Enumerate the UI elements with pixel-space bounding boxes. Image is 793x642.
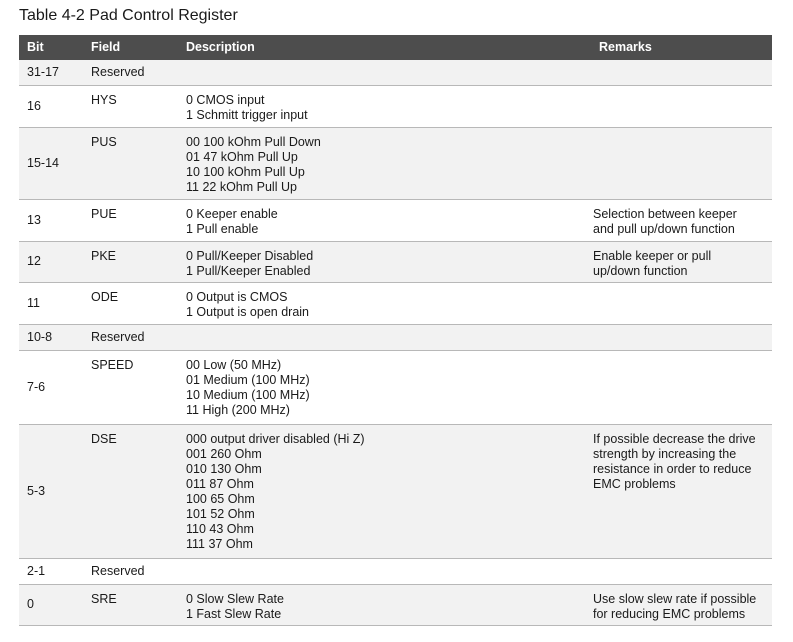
description-line: 1 Fast Slew Rate <box>186 606 282 621</box>
description-line: 10 Medium (100 MHz) <box>186 387 310 402</box>
description-line: 1 Output is open drain <box>186 304 309 319</box>
field-cell: Reserved <box>83 324 178 350</box>
table-row <box>19 199 772 241</box>
remarks-line: If possible decrease the drive <box>593 431 756 446</box>
description-line: 0 Pull/Keeper Disabled <box>186 248 314 263</box>
field-cell: SPEED <box>91 357 134 372</box>
pad-control-register-table <box>19 35 772 626</box>
table-header-row <box>19 35 772 60</box>
field-cell: ODE <box>91 289 119 304</box>
remarks-cell <box>585 324 772 350</box>
description-cell <box>178 241 585 282</box>
description-line: 111 37 Ohm <box>186 536 253 551</box>
field-cell: Reserved <box>83 60 178 85</box>
description-cell <box>178 424 585 558</box>
field-cell: PUS <box>83 127 178 199</box>
description-cell <box>178 558 585 584</box>
table-row <box>19 584 772 625</box>
description-line: 1 Pull/Keeper Enabled <box>186 263 311 278</box>
description-line: 1 Pull enable <box>186 221 259 236</box>
remarks-line: for reducing EMC problems <box>593 606 746 621</box>
table-title: Table 4-2 Pad Control Register <box>19 7 238 24</box>
description-line: 00 Low (50 MHz) <box>186 357 282 372</box>
header-bit: Bit <box>19 35 83 60</box>
bit-cell: 5-3 <box>19 424 83 558</box>
table-row <box>19 282 772 324</box>
description-line: 11 High (200 MHz) <box>186 402 290 417</box>
remarks-cell <box>585 424 772 558</box>
field-cell: DSE <box>83 424 178 558</box>
table-row <box>19 350 772 424</box>
remarks-line: Use slow slew rate if possible <box>593 591 757 606</box>
table-row <box>19 424 772 558</box>
description-cell <box>178 127 585 199</box>
header-description: Description <box>178 35 585 60</box>
description-line: 0 CMOS input <box>186 92 265 107</box>
description-line: 011 87 Ohm <box>186 476 254 491</box>
description-line: 100 65 Ohm <box>186 491 255 506</box>
description-line: 01 47 kOhm Pull Up <box>186 149 298 164</box>
description-line: 110 43 Ohm <box>186 521 254 536</box>
field-cell: PKE <box>83 241 178 282</box>
bit-cell: 11 <box>27 295 40 310</box>
description-line: 10 100 kOhm Pull Up <box>186 164 305 179</box>
description-line: 000 output driver disabled (Hi Z) <box>186 431 365 446</box>
remarks-line: Enable keeper or pull <box>593 248 712 263</box>
remarks-line: resistance in order to reduce <box>593 461 752 476</box>
bit-cell: 0 <box>19 584 83 625</box>
remarks-cell <box>585 60 772 85</box>
remarks-line: EMC problems <box>593 476 676 491</box>
description-cell <box>178 282 585 324</box>
description-line: 001 260 Ohm <box>186 446 262 461</box>
field-cell: Reserved <box>91 563 145 578</box>
remarks-line: and pull up/down function <box>593 221 735 236</box>
remarks-cell <box>585 584 772 625</box>
remarks-cell <box>585 282 772 324</box>
table-body <box>19 60 772 625</box>
description-line: 00 100 kOhm Pull Down <box>186 134 321 149</box>
remarks-line: strength by increasing the <box>593 446 737 461</box>
remarks-cell <box>585 241 772 282</box>
description-line: 101 52 Ohm <box>186 506 255 521</box>
description-cell <box>178 60 585 85</box>
description-cell <box>178 324 585 350</box>
description-line: 0 Slow Slew Rate <box>186 591 284 606</box>
remarks-cell <box>585 85 772 127</box>
description-cell <box>178 199 585 241</box>
remarks-cell <box>585 350 772 424</box>
description-line: 11 22 kOhm Pull Up <box>186 179 297 194</box>
table-row <box>19 85 772 127</box>
description-line: 1 Schmitt trigger input <box>186 107 308 122</box>
bit-cell: 15-14 <box>19 127 83 199</box>
bit-cell: 31-17 <box>19 60 83 85</box>
field-cell: SRE <box>83 584 178 625</box>
description-line: 0 Keeper enable <box>186 206 278 221</box>
description-line: 0 Output is CMOS <box>186 289 288 304</box>
bit-cell: 13 <box>27 212 41 227</box>
bit-cell: 7-6 <box>27 379 46 394</box>
remarks-line: Selection between keeper <box>593 206 737 221</box>
field-cell: HYS <box>91 92 117 107</box>
description-cell <box>178 85 585 127</box>
header-remarks: Remarks <box>585 35 772 60</box>
description-line: 01 Medium (100 MHz) <box>186 372 310 387</box>
description-line: 010 130 Ohm <box>186 461 262 476</box>
description-cell <box>178 584 585 625</box>
description-cell <box>178 350 585 424</box>
table-row <box>19 127 772 199</box>
table-row <box>19 60 772 85</box>
table-row <box>19 558 772 584</box>
bit-cell: 12 <box>19 241 83 282</box>
field-cell: PUE <box>91 206 117 221</box>
remarks-cell <box>585 199 772 241</box>
table-row <box>19 324 772 350</box>
remarks-cell <box>585 558 772 584</box>
bit-cell: 16 <box>27 98 41 113</box>
remarks-line: up/down function <box>593 263 688 278</box>
remarks-cell <box>585 127 772 199</box>
table-row <box>19 241 772 282</box>
bit-cell: 2-1 <box>27 563 46 578</box>
bit-cell: 10-8 <box>19 324 83 350</box>
header-field: Field <box>83 35 178 60</box>
